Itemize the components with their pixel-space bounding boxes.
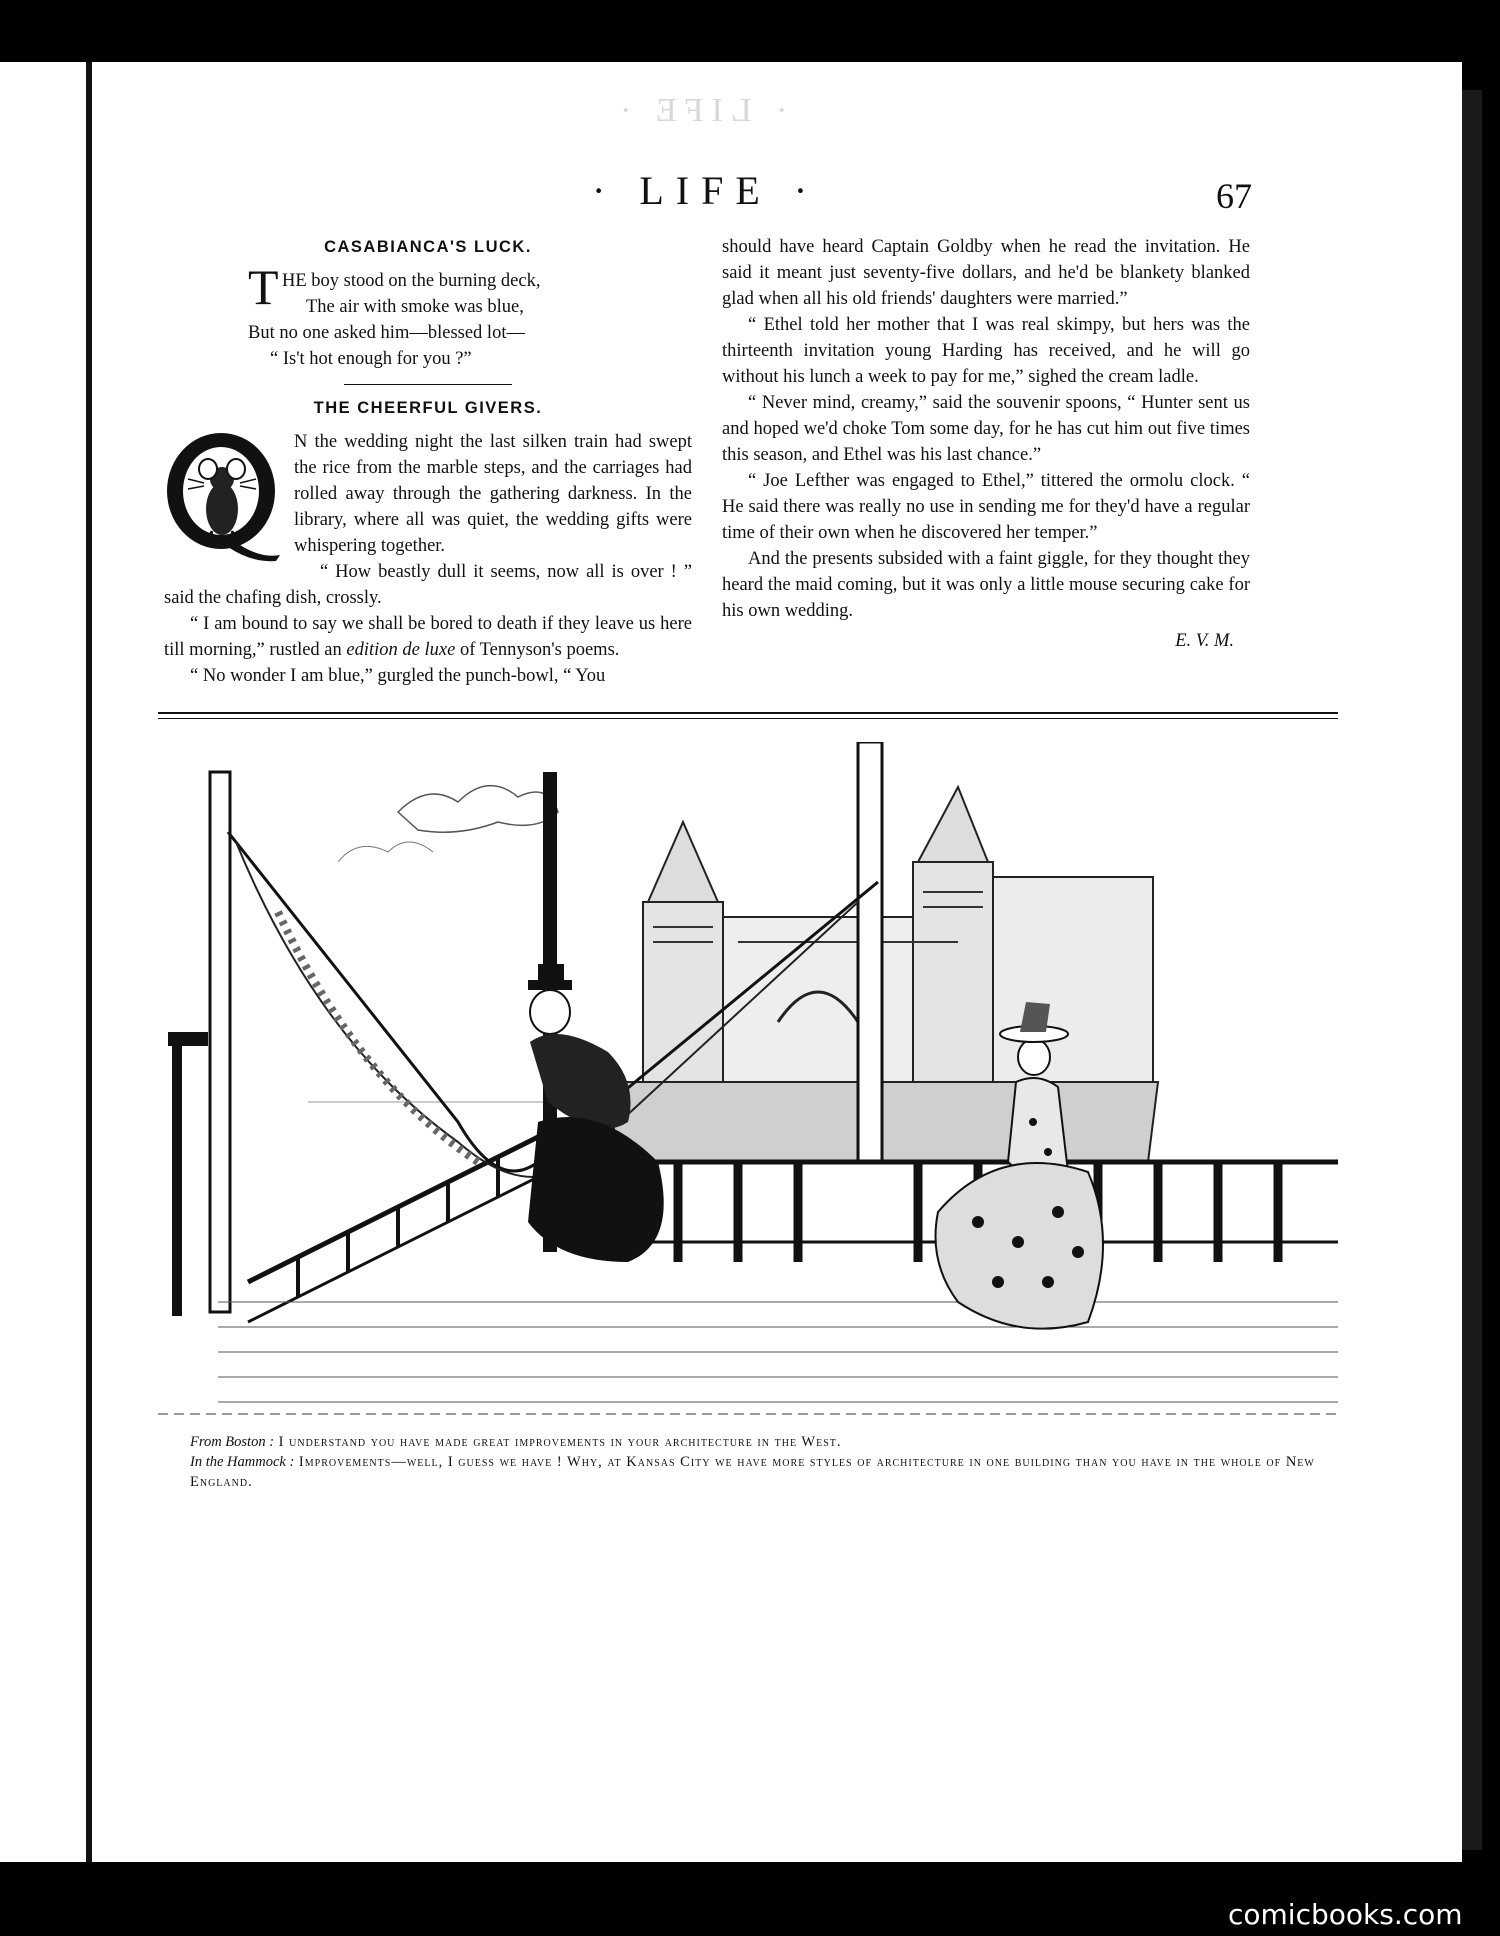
poem-line: The air with smoke was blue, [306,297,524,317]
story-paragraph: “ No wonder I am blue,” gurgled the punch-bowl, “ You [190,666,606,686]
previous-page-edge [0,62,86,1862]
story-paragraph: “ Ethel told her mother that I was real skimpy, but hers was the thirteenth invitation young Harding has received, and he will go without his lunch a week to pay for me,” sighed the cream ladle. [722,315,1250,387]
section-rule [344,384,512,385]
story-paragraph: N the wedding night the last silken train had swept the rice from the marble steps, and the carriages had rolled away through the gathering darkness. In the library, where all was quiet, the wedding gifts were whispering together. [294,432,692,556]
right-column [722,234,1250,654]
poem-drop-cap: T [248,259,279,315]
mouse-in-letter-icon [164,431,282,563]
story-paragraph: should have heard Captain Goldby when he read the invitation. He said it meant just seventy-five dollars, and he'd be blankety blanked glad when all his old friends' daughters were married.” [722,237,1250,309]
poem [248,259,608,372]
masthead: · LIFE · [592,168,820,213]
left-column [164,234,692,689]
double-rule [158,712,1338,714]
illustration-caption [160,1432,1335,1492]
poem-line: “ Is't hot enough for you ?” [270,349,472,369]
story-paragraph: “ How beastly dull it seems, now all is over ! ” said the chafing dish, crossly. [164,562,692,608]
site-watermark: comicbooks.com [1228,1898,1463,1931]
scan-edge-shadow [1462,90,1482,1850]
magazine-page [92,62,1462,1862]
story-paragraph: And the presents subsided with a faint giggle, for they thought they heard the maid coming, but it was only a little mouse securing cake for his own wedding. [722,549,1250,621]
illustrated-drop-cap-mouse [164,431,282,563]
author-signature: E. V. M. [1175,631,1234,651]
story-paragraph: “ Joe Lefther was engaged to Ethel,” tittered the ormolu clock. “ He said there was really no use in sending me for they'd have a regular time of their own when he discovered her temper.” [722,471,1250,543]
poem-line: But no one asked him—blessed lot— [248,323,525,343]
caption-line-2: In the Hammock : Improvements—well, I guess we have ! Why, at Kansas City we have more styles of architecture in one building than you have in the whole of New England. [190,1454,1315,1490]
page-number: 67 [1216,176,1252,216]
show-through-text: · LIFE · [612,92,788,129]
double-rule [158,718,1338,719]
poem-line: HE boy stood on the burning deck, [282,271,541,291]
poem-title: CASABIANCA'S LUCK. [324,238,532,256]
caption-line-1: From Boston : I understand you have made great improvements in your architecture in the West. [190,1434,842,1450]
story-paragraph: “ I am bound to say we shall be bored to death if they leave us here till morning,” rustled an edition de luxe of Tennyson's poems. [164,614,692,660]
story-title: THE CHEERFUL GIVERS. [313,399,543,417]
story-paragraph: “ Never mind, creamy,” said the souvenir spoons, “ Hunter sent us and hoped we'd choke Tom some day, for he has cut him out five times this season, and Ethel was his last chance.” [722,393,1250,465]
porch-hammock-illustration [158,742,1338,1424]
